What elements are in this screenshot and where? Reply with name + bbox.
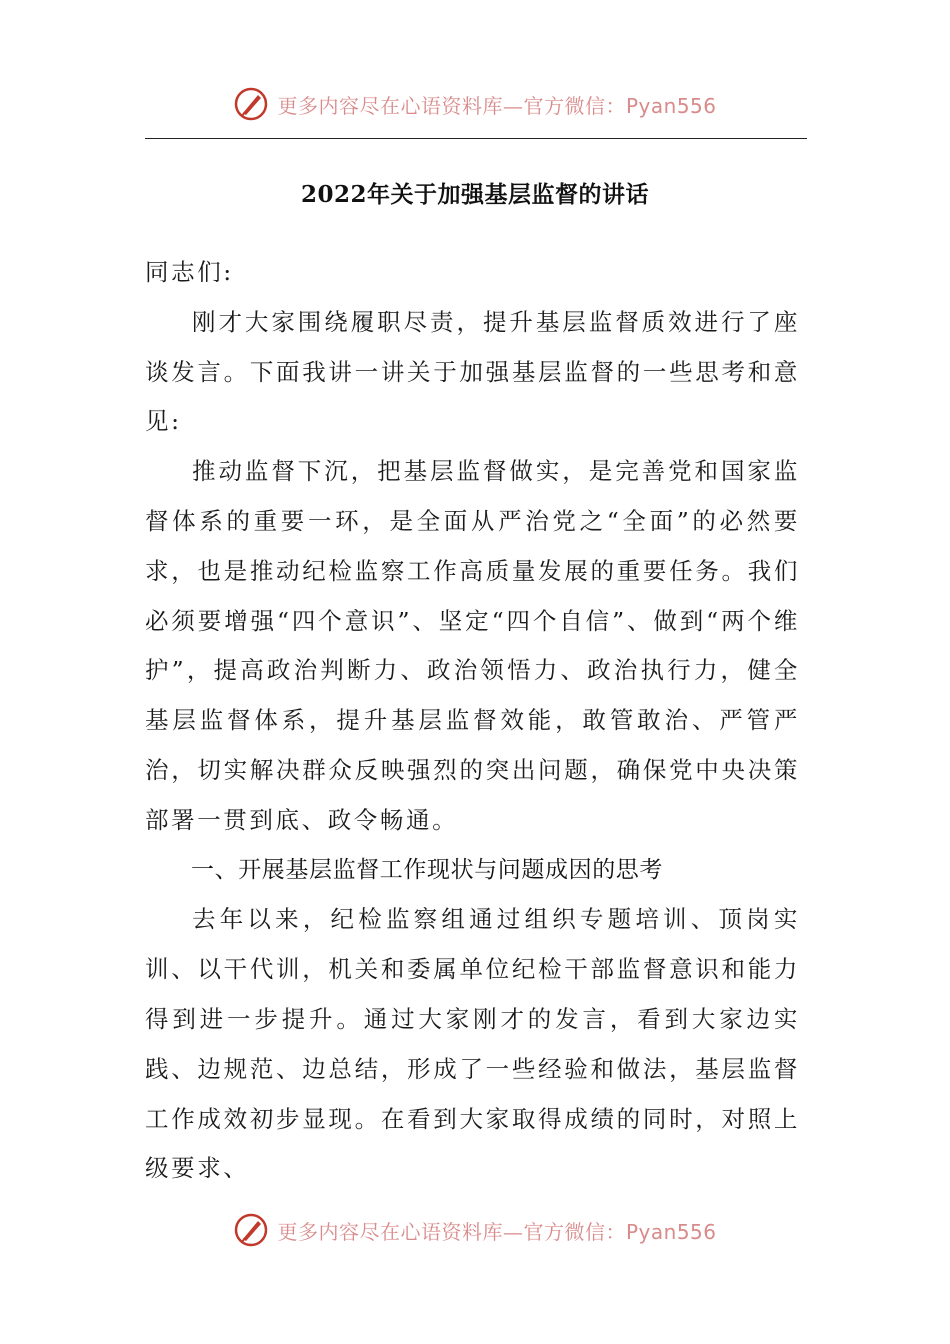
watermark-text: 更多内容尽在心语资料库—官方微信：Pyan556 xyxy=(277,93,717,118)
quill-logo-icon xyxy=(233,86,269,122)
body-paragraph: 推动监督下沉，把基层监督做实，是完善党和国家监督体系的重要一环，是全面从严治党之“全面”的必然要求，也是推动纪检监察工作高质量发展的重要任务。我们必须要增强“四个意识”、坚定“四个自信”、做到“两个维护”，提高政治判断力、政治领悟力、政治执行力，健全基层监督体系，提升基层监督效能，敢管敢治、严管严治，切实解决群众反映强烈的突出问题，确保党中央决策部署一贯到底、政令畅通。 xyxy=(145,457,800,834)
quill-logo-icon xyxy=(233,1212,269,1248)
footer-watermark xyxy=(0,1208,950,1252)
body-paragraph: 去年以来，纪检监察组通过组织专题培训、顶岗实训、以干代训，机关和委属单位纪检干部监督意识和能力得到进一步提升。通过大家刚才的发言，看到大家边实践、边规范、边总结，形成了一些经验和做法，基层监督工作成效初步显现。在看到大家取得成绩的同时，对照上级要求、 xyxy=(145,905,800,1183)
salutation: 同志们: xyxy=(145,258,234,286)
section-heading: 一、开展基层监督工作现状与问题成因的思考 xyxy=(191,856,663,883)
document-title: 2022年关于加强基层监督的讲话 xyxy=(300,181,649,208)
header-watermark xyxy=(0,82,950,126)
watermark-wechat-id: Pyan556 xyxy=(625,93,717,118)
header-divider xyxy=(145,138,807,139)
body-paragraph: 刚才大家围绕履职尽责，提升基层监督质效进行了座谈发言。下面我讲一讲关于加强基层监督的一些思考和意见: xyxy=(145,307,800,436)
watermark-text: 更多内容尽在心语资料库—官方微信：Pyan556 xyxy=(277,1219,717,1244)
document-body xyxy=(145,248,800,1194)
watermark-wechat-id: Pyan556 xyxy=(625,1219,717,1244)
